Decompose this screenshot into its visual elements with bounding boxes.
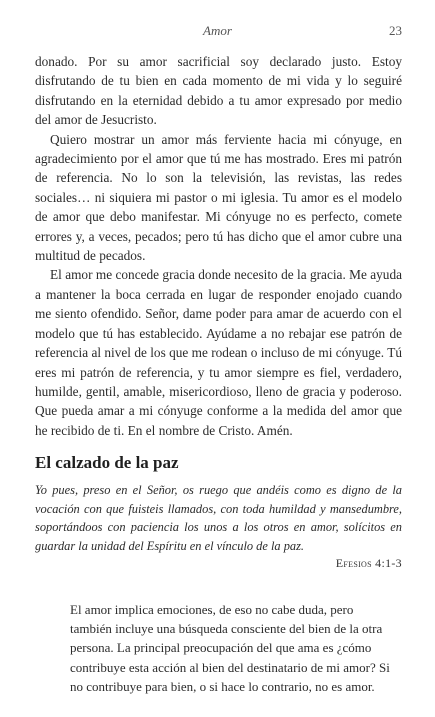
- paragraph: donado. Por su amor sacrificial soy declarado justo. Estoy disfrutando de tu bien en cada momento de mi vida y lo seguiré disfrutando en la eternidad debido a tu amor expresado por medio del amor de Jesucristo.: [35, 54, 402, 128]
- paragraph: El amor me concede gracia donde necesito de la gracia. Me ayuda a mantener la boca cerrada en lugar de responder enojado cuando me siento ofendido. Señor, dame poder para amar de acuerdo con el modelo que tú has establecido. Ayúdame a no rebajar ese patrón de referencia al nivel de los que me rodean o incluso de mi cónyuge. Tú eres mi patrón de referencia, y tu amor siempre es fiel, verdadero, humilde, gentil, amable, misericordioso, lleno de gracia y poderoso. Que pueda amar a mi cónyuge conforme a la medida del amor que he recibido de ti. En el nombre de Cristo. Amén.: [35, 267, 402, 438]
- scripture-epigraph: Yo pues, preso en el Señor, os ruego que andéis como es digno de la vocación con que fuisteis llamados, con toda humildad y mansedumbre, soportándoos con paciencia los unos a los otros en amor, solícitos en guardar la unidad del Espíritu en el vínculo de la paz.: [35, 483, 402, 553]
- paragraph: Quiero mostrar un amor más ferviente hacia mi cónyuge, en agradecimiento por el amor que tú me has mostrado. Eres mi patrón de referencia. No lo son la televisión, las revistas, las redes sociales… ni siquiera mi pastor o mi iglesia. Tu amor es el modelo de amor que debo manifestar. Mi cónyuge no es perfecto, comete errores y, a veces, pecados; pero tú has dicho que el amor cubre una multitud de pecados.: [35, 131, 402, 264]
- reflection-paragraph: El amor implica emociones, de eso no cabe duda, pero también incluye una búsqueda consciente del bien de la otra persona. La principal preocupación del que ama es ¿cómo contribuye esta acción al bien del destinatario de mi amor? Si no contribuye para bien, o si hace lo contrario, no es amor.: [70, 602, 390, 694]
- body-text: [35, 52, 402, 440]
- page-number: 23: [389, 23, 402, 38]
- scripture-reference: Efesios 4:1-3: [335, 556, 402, 570]
- section-heading: El calzado de la paz: [35, 453, 179, 472]
- running-title: Amor: [203, 23, 232, 38]
- running-head: [0, 23, 435, 41]
